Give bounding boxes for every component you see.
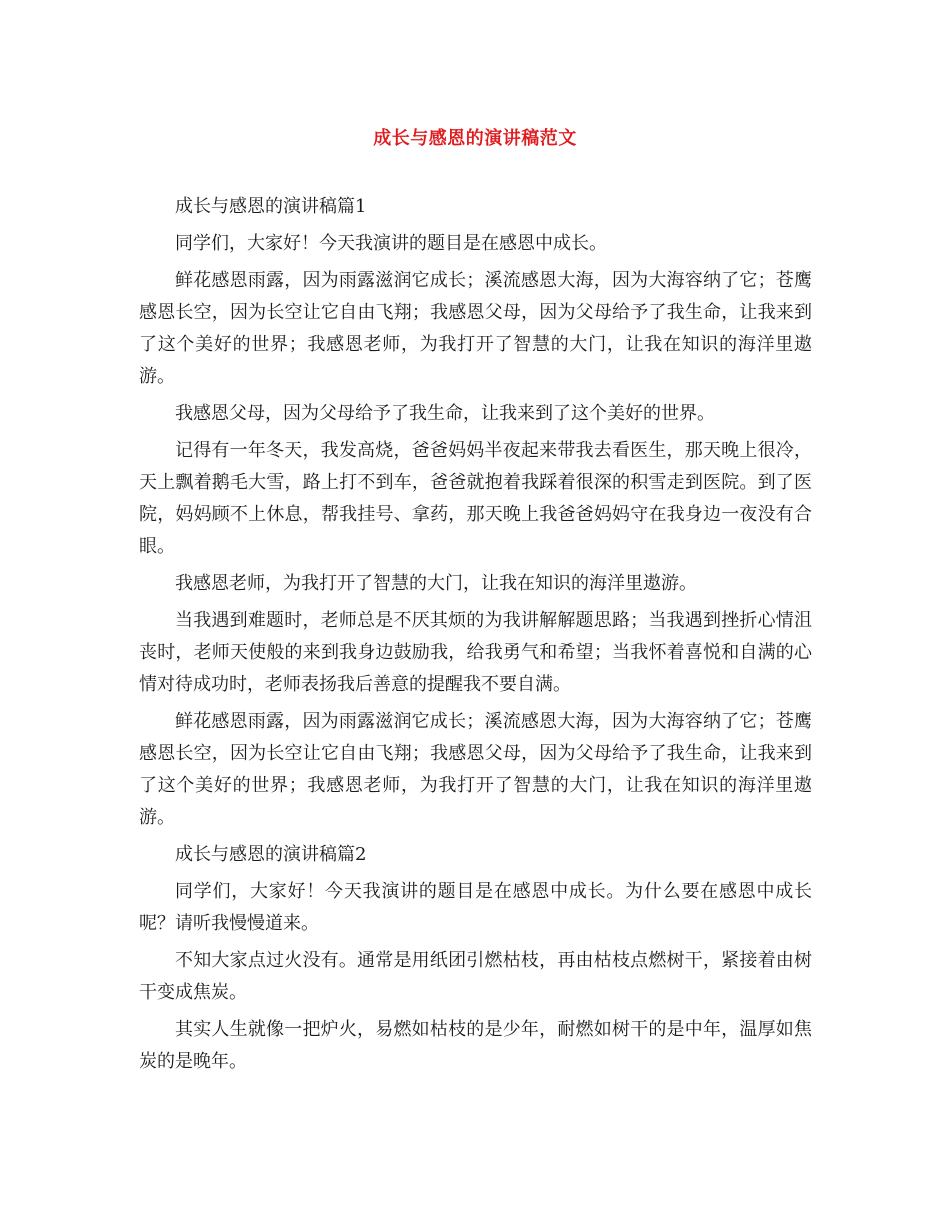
paragraph: 同学们，大家好！今天我演讲的题目是在感恩中成长。为什么要在感恩中成长呢？请听我慢慢道来。 <box>139 881 812 934</box>
paragraph: 其实人生就像一把炉火，易燃如枯枝的是少年，耐燃如树干的是中年，温厚如焦炭的是晚年。 <box>139 1019 812 1072</box>
paragraph: 鲜花感恩雨露，因为雨露滋润它成长；溪流感恩大海，因为大海容纳了它；苍鹰感恩长空，因为长空让它自由飞翔；我感恩父母，因为父母给予了我生命，让我来到了这个美好的世界；我感恩老师，为我打开了智慧的大门，让我在知识的海洋里遨游。 <box>139 270 812 387</box>
paragraph: 记得有一年冬天，我发高烧，爸爸妈妈半夜起来带我去看医生，那天晚上很冷，天上飘着鹅毛大雪，路上打不到车，爸爸就抱着我踩着很深的积雪走到医院。到了医院，妈妈顾不上休息，帮我挂号、拿药，那天晚上我爸爸妈妈守在我身边一夜没有合眼。 <box>139 440 812 557</box>
paragraph: 当我遇到难题时，老师总是不厌其烦的为我讲解解题思路；当我遇到挫折心情沮丧时，老师天使般的来到我身边鼓励我，给我勇气和希望；当我怀着喜悦和自满的心情对待成功时，老师表扬我后善意的提醒我不要自满。 <box>139 610 812 695</box>
paragraph: 同学们，大家好！今天我演讲的题目是在感恩中成长。 <box>175 233 607 254</box>
document-title: 成长与感恩的演讲稿范文 <box>373 128 577 149</box>
paragraph: 不知大家点过火没有。通常是用纸团引燃枯枝，再由枯枝点燃树干，紧接着由树干变成焦炭。 <box>139 950 812 1003</box>
paragraph: 鲜花感恩雨露，因为雨露滋润它成长；溪流感恩大海，因为大海容纳了它；苍鹰感恩长空，因为长空让它自由飞翔；我感恩父母，因为父母给予了我生命，让我来到了这个美好的世界；我感恩老师，为我打开了智慧的大门，让我在知识的海洋里遨游。 <box>139 711 812 828</box>
paragraph: 我感恩老师，为我打开了智慧的大门，让我在知识的海洋里遨游。 <box>175 573 697 594</box>
section-heading-2: 成长与感恩的演讲稿篇2 <box>175 844 367 865</box>
document-body <box>139 191 812 1083</box>
paragraph: 我感恩父母，因为父母给予了我生命，让我来到了这个美好的世界。 <box>175 403 715 424</box>
section-heading-1: 成长与感恩的演讲稿篇1 <box>175 196 367 217</box>
